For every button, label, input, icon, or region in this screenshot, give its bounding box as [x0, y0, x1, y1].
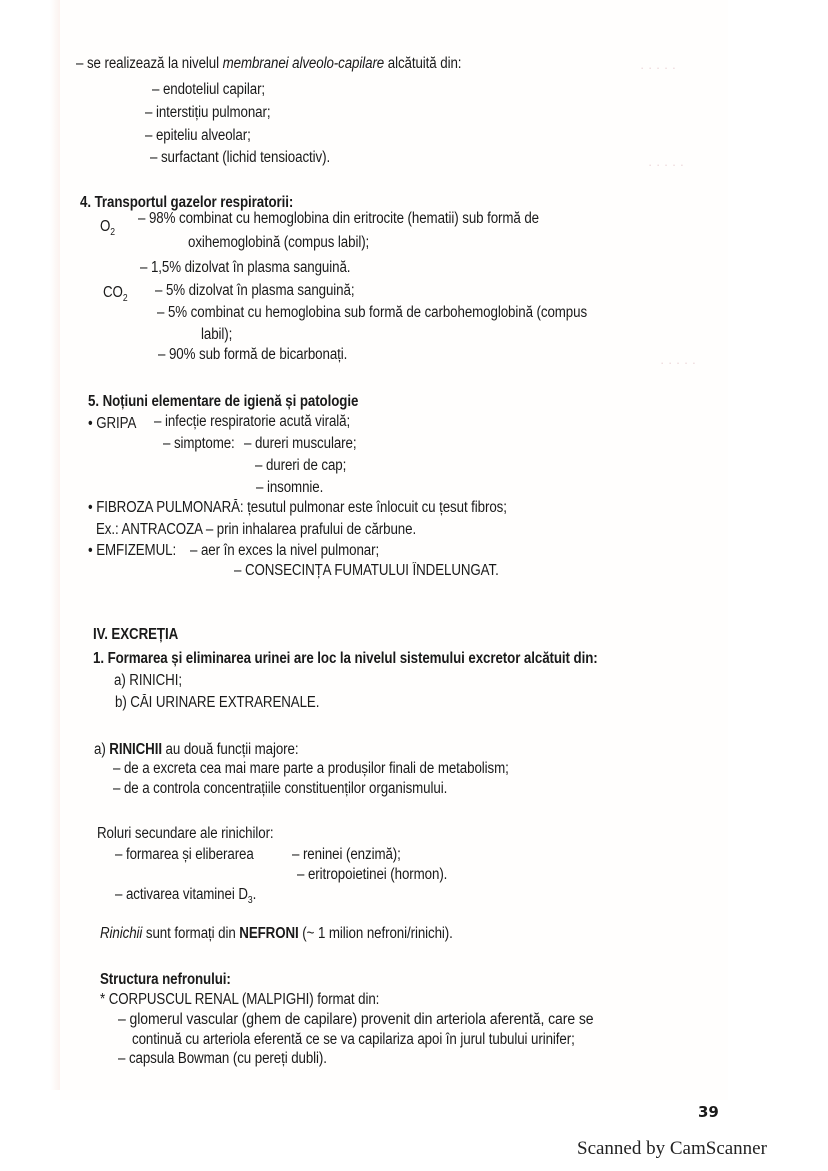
co2-label: $CO_2$: [103, 284, 128, 304]
gripa-label: • GRIPA: [88, 415, 137, 432]
excretory-part: b) CĂI URINARE EXTRARENALE.: [115, 694, 320, 711]
co2-line: – 5% dizolvat în plasma sanguină;: [155, 282, 355, 299]
membrane-item: – surfactant (lichid tensioactiv).: [150, 149, 331, 166]
glomerul-line: – glomerul vascular (ghem de capilare) provenit din arteriola aferentă, care se: [118, 1011, 594, 1028]
membrane-item: – endoteliul capilar;: [152, 81, 266, 98]
gripa-symptom: – insomnie.: [256, 479, 324, 496]
page-number: 39: [698, 1103, 719, 1121]
membrane-intro: – se realizează la nivelul membranei alveolo-capilare alcătuită din:: [76, 55, 462, 72]
chapter-heading: IV. EXCREȚIA: [93, 626, 179, 643]
bleed-through-text: · · · · ·: [660, 355, 697, 370]
scanner-watermark: Scanned by CamScanner: [577, 1138, 767, 1159]
gripa-definition: – infecție respiratorie acută virală;: [154, 413, 351, 430]
gripa-symptom: – dureri de cap;: [255, 457, 347, 474]
emfizem-line: – CONSECINȚA FUMATULUI ÎNDELUNGAT.: [234, 562, 499, 579]
emfizem-line: – aer în exces la nivel pulmonar;: [190, 542, 380, 559]
section-heading: 4. Transportul gazelor respiratorii:: [80, 194, 294, 211]
secondary-roles-heading: Roluri secundare ale rinichilor:: [97, 825, 274, 842]
vitamin-d3: – activarea vitaminei $D_3$.: [115, 886, 257, 906]
rinichi-functions-intro: a) RINICHII au două funcții majore:: [94, 741, 299, 758]
o2-line: – 1,5% dizolvat în plasma sanguină.: [140, 259, 351, 276]
secondary-roles-label: – formarea și eliberarea: [115, 846, 254, 863]
section-heading: 5. Noțiuni elementare de igienă și patologie: [88, 393, 359, 410]
nefroni-statement: Rinichii sunt formați din NEFRONI (~ 1 milion nefroni/rinichi).: [100, 925, 453, 942]
point-1: 1. Formarea și eliminarea urinei are loc la nivelul sistemului excretor alcătuit din:: [93, 650, 598, 667]
membrane-item: – interstițiu pulmonar;: [145, 104, 271, 121]
o2-line: – 98% combinat cu hemoglobina din eritrocite (hematii) sub formă de: [138, 210, 540, 227]
emfizem-label: • EMFIZEMUL:: [88, 542, 177, 559]
co2-line: – 5% combinat cu hemoglobina sub formă de carbohemoglobină (compus: [157, 304, 588, 321]
rinichi-function: – de a excreta cea mai mare parte a produșilor finali de metabolism;: [113, 760, 509, 777]
fibroza-text: • FIBROZA PULMONARĂ: țesutul pulmonar este înlocuit cu țesut fibros;: [88, 499, 507, 516]
capsula-bowman: – capsula Bowman (cu pereți dubli).: [118, 1050, 327, 1067]
secondary-role: – eritropoietinei (hormon).: [297, 866, 448, 883]
co2-line: labil);: [201, 326, 233, 343]
structura-heading: Structura nefronului:: [100, 971, 231, 988]
gripa-symptoms-label: – simptome:: [163, 435, 235, 452]
bleed-through-text: · · · · ·: [640, 60, 677, 75]
fibroza-example: Ex.: ANTRACOZA – prin inhalarea prafului de cărbune.: [96, 521, 417, 538]
secondary-role: – reninei (enzimă);: [292, 846, 401, 863]
corpuscul-renal: * CORPUSCUL RENAL (MALPIGHI) format din:: [100, 991, 380, 1008]
membrane-item: – epiteliu alveolar;: [145, 127, 251, 144]
co2-line: – 90% sub formă de bicarbonați.: [158, 346, 348, 363]
rinichi-function: – de a controla concentrațiile constituenților organismului.: [113, 780, 448, 797]
glomerul-line: continuă cu arteriola eferentă ce se va capilariza apoi în jurul tubului urinifer;: [132, 1031, 575, 1048]
excretory-part: a) RINICHI;: [114, 672, 182, 689]
gripa-symptom: – dureri musculare;: [244, 435, 357, 452]
o2-label: $O_2$: [100, 218, 115, 238]
o2-line: oxihemoglobină (compus labil);: [188, 234, 370, 251]
bleed-through-text: · · · · ·: [648, 157, 685, 172]
